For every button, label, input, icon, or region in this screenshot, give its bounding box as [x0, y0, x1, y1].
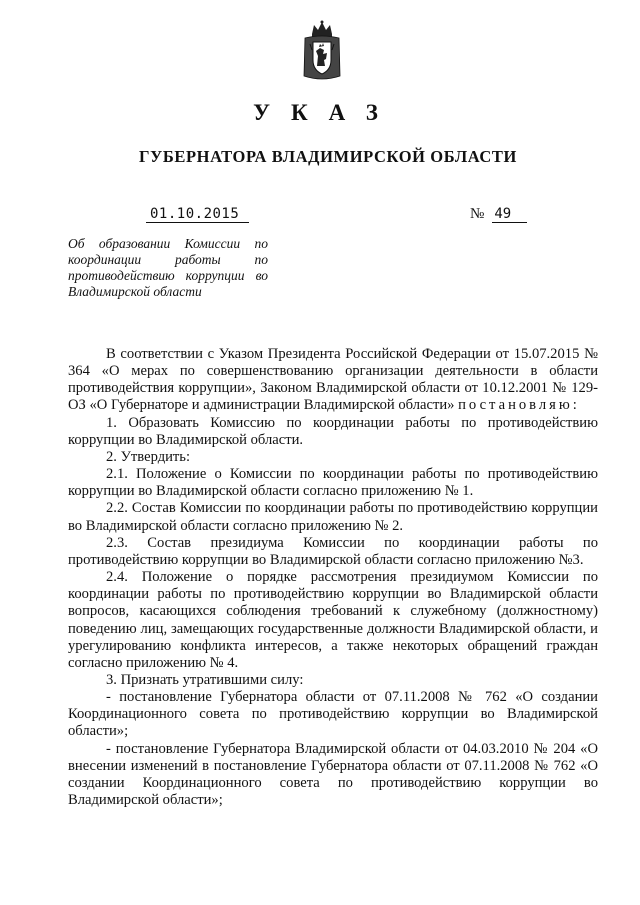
decree-title: УКАЗ — [253, 100, 399, 125]
item-2-2: 2.2. Состав Комиссии по координации работы по противодействию коррупции во Владимирской области согласно приложению № 2. — [68, 500, 598, 534]
item-2-1: 2.1. Положение о Комиссии по координации работы по противодействию коррупции во Владимирской области согласно приложению № 1. — [68, 466, 598, 500]
decree-number-block — [470, 206, 527, 223]
decree-word: постановляю: — [458, 397, 580, 414]
repeal-item-1: - постановление Губернатора области от 07.11.2008 № 762 «О создании Координационного совета по противодействию коррупции во Владимирской области»; — [68, 689, 598, 740]
decree-body — [68, 346, 598, 809]
item-2: 2. Утвердить: — [106, 448, 191, 465]
item-3: 3. Признать утратившими силу: — [106, 671, 304, 688]
intro-text: В соответствии с Указом Президента Российской Федерации от 15.07.2015 № 364 «О мерах по совершенствованию организации деятельности в области противодействия коррупции», Законом Владимирской области от 10.12.2001 № 129-ОЗ «О Губернаторе и администрации Владимирской области» — [68, 346, 598, 414]
decree-subject: Об образовании Комиссии по координации работы по противодействию коррупции во Владимирской области — [68, 236, 268, 299]
number-sign: № — [470, 206, 485, 222]
intro-paragraph — [68, 346, 598, 415]
decree-number: 49 — [492, 206, 527, 223]
coat-of-arms-icon — [302, 20, 342, 82]
item-1: 1. Образовать Комиссию по координации работы по противодействию коррупции во Владимирской области. — [68, 414, 598, 448]
issuer-title: ГУБЕРНАТОРА ВЛАДИМИРСКОЙ ОБЛАСТИ — [139, 147, 517, 166]
repeal-item-2: - постановление Губернатора Владимирской области от 04.03.2010 № 204 «О внесении изменений в постановление Губернатора области от 07.11.2008 № 762 «О создании Координационного совета по противодействию коррупции во Владимирской области»; — [68, 740, 598, 809]
item-2-3: 2.3. Состав президиума Комиссии по координации работы по противодействию коррупции во Владимирской области согласно приложению №3. — [68, 534, 598, 568]
decree-date: 01.10.2015 — [146, 206, 249, 223]
item-2-4: 2.4. Положение о порядке рассмотрения президиумом Комиссии по координации работы по противодействию коррупции во Владимирской области вопросов, касающихся соблюдения требований к служебному (должностному) поведению лиц, замещающих государственные должности Владимирской области, и урегулированию конфликта интересов, а также некоторых обращений граждан согласно приложению № 4. — [68, 569, 598, 671]
